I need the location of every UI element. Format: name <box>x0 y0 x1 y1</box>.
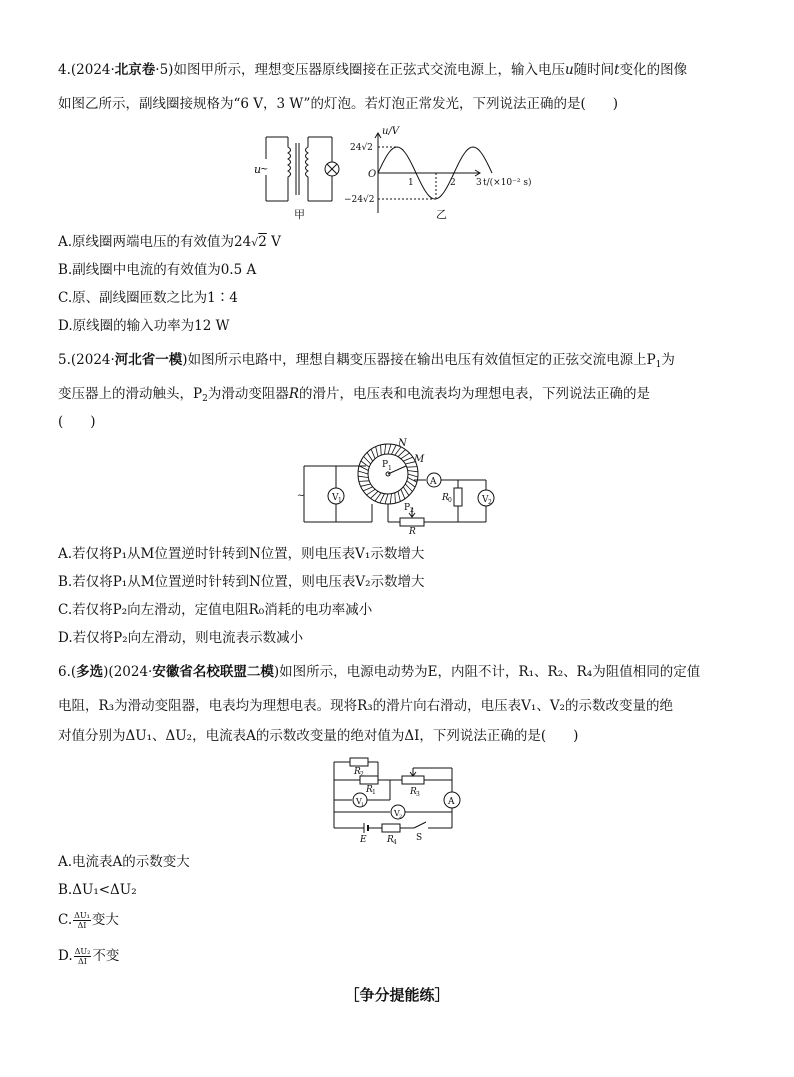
label-v2-sub: 2 <box>399 814 403 820</box>
toroid-winding <box>381 445 382 455</box>
q6-option-a[interactable]: A.电流表A的示数变大 <box>58 854 190 870</box>
q6-stem-line3: 对值分别为ΔU₁、ΔU₂，电流表A的示数改变量的绝对值为ΔI，下列说法正确的是( ) <box>58 728 579 744</box>
toroid-winding <box>392 445 397 454</box>
toroid-winding <box>403 457 413 461</box>
tick-1: 1 <box>408 178 414 188</box>
label-r1: R <box>366 785 373 795</box>
toroid-winding <box>390 494 391 504</box>
label-ammeter: A <box>430 477 437 487</box>
label-r4-sub: 4 <box>393 839 397 844</box>
label-v1-sub: 1 <box>338 497 342 504</box>
label-v2: V <box>482 495 489 505</box>
toroid-winding <box>371 491 379 498</box>
label-p1-sub: 1 <box>388 465 392 472</box>
q5-stem-line3: ( ) <box>58 414 96 430</box>
toroid-winding <box>361 484 371 486</box>
x-axis-label: t/(×10⁻² s) <box>483 178 532 188</box>
toroid-winding <box>358 476 368 477</box>
q6-figure <box>330 752 464 844</box>
label-r1-sub: 1 <box>372 789 376 796</box>
toroid-winding <box>408 471 418 472</box>
label-n: N <box>398 438 407 449</box>
label-v1-sub: 1 <box>361 802 365 808</box>
label-r: R <box>409 527 416 536</box>
q4-stem-line2: 如图乙所示，副线圈接规格为“6 V，3 W”的灯泡。若灯泡正常发光，下列说法正确的是( ) <box>58 96 618 112</box>
q4-stem-line1: 4.(2024·北京卷·5)如图甲所示，理想变压器原线圈接在正弦式交流电源上，输入电压u随时间t变化的图像 <box>58 62 688 78</box>
toroid-winding <box>408 474 418 477</box>
toroid-winding <box>407 481 415 487</box>
section-title: ［争分提能练］ <box>344 986 450 1004</box>
toroid-winding <box>405 484 412 492</box>
label-source: ~ <box>297 491 305 501</box>
label-r4: R <box>387 835 394 844</box>
toroid-winding <box>385 494 388 504</box>
label-v1: V <box>356 797 362 806</box>
label-r0-sub: 0 <box>448 497 452 504</box>
q5-option-d[interactable]: D.若仅将P₂向左滑动，则电流表示数减小 <box>58 630 304 646</box>
toroid-winding <box>358 471 368 474</box>
toroid-winding <box>359 466 368 471</box>
q6-option-d[interactable]: D. $\frac{\text{ΔU₂}}{\Delta I}$ 不变 <box>58 947 120 966</box>
transformer-circuit <box>266 137 339 201</box>
q6-stem-line1: 6.(多选)(2024·安徽省名校联盟二模)如图所示，电源电动势为E，内阻不计，R₁、R₂、R₄为阻值相同的定值 <box>58 664 701 680</box>
q5-figure <box>296 436 506 536</box>
toroid-winding <box>385 444 386 454</box>
fig-jia-label: 甲 <box>294 208 305 221</box>
fig-yi-label: 乙 <box>436 208 447 221</box>
label-v2-sub: 2 <box>488 499 492 506</box>
label-r3: R <box>410 787 417 797</box>
label-s: S <box>416 833 423 843</box>
q4-option-b[interactable]: B.副线圈中电流的有效值为0.5 A <box>58 262 257 278</box>
toroid-winding <box>398 450 406 457</box>
toroid-winding <box>380 494 385 503</box>
label-v2: V <box>394 809 400 818</box>
tick-2: 2 <box>450 178 456 188</box>
q6-stem-line2: 电阻，R₃为滑动变阻器，电表均为理想电表。现将R₃的滑片向右滑动，电压表V₁、V₂的示数改变量的绝 <box>58 698 673 714</box>
q4-option-d[interactable]: D.原线圈的输入功率为12 W <box>58 318 230 334</box>
toroid-winding <box>388 444 391 454</box>
q5-stem-line1: 5.(2024·河北省一模)如图所示电路中，理想自耦变压器接在输出电压有效值恒定的正弦交流电源上$P_1$为 <box>58 352 675 370</box>
label-r2-sub: 2 <box>360 771 364 778</box>
toroid-winding <box>407 467 417 468</box>
sine-graph <box>375 133 492 213</box>
label-r3-sub: 3 <box>416 791 420 798</box>
label-p2: P <box>404 503 411 513</box>
label-e: E <box>360 835 367 844</box>
label-r0: R <box>442 493 449 503</box>
toroid-winding <box>401 489 405 499</box>
toroid-winding <box>395 493 396 503</box>
q4-option-c[interactable]: C.原、副线圈匝数之比为1∶4 <box>58 290 238 306</box>
q4-option-a[interactable]: A.原线圈两端电压的有效值为24√2 V <box>58 234 281 250</box>
label-ammeter: A <box>448 797 455 807</box>
y-max-label: 24√2 <box>350 143 373 153</box>
q6-option-c[interactable]: C. $\frac{\text{ΔU₁}}{\Delta I}$ 变大 <box>58 911 119 930</box>
toroid-winding <box>363 487 373 491</box>
label-p1: P <box>382 460 389 470</box>
label-m: M <box>414 454 425 465</box>
y-min-label: −24√2 <box>344 195 375 205</box>
toroid-winding <box>367 489 376 495</box>
toroid-winding <box>359 481 369 482</box>
q5-option-b[interactable]: B.若仅将P₁从M位置逆时针转到N位置，则电压表V₂示数增大 <box>58 574 425 590</box>
y-axis-label: u/V <box>382 126 400 137</box>
toroid-winding <box>375 493 381 501</box>
label-r2: R <box>354 767 361 777</box>
toroid-winding <box>364 457 371 465</box>
origin-label: O <box>368 169 377 180</box>
toroid-winding <box>401 453 410 459</box>
label-v1: V <box>332 493 339 503</box>
toroid-winding <box>371 449 375 459</box>
toroid-winding <box>403 487 409 496</box>
q5-option-c[interactable]: C.若仅将P₂向左滑动，定值电阻R₀消耗的电功率减小 <box>58 602 373 618</box>
q6-option-b[interactable]: B.ΔU₁<ΔU₂ <box>58 882 137 898</box>
q4-figure <box>248 125 548 225</box>
label-p2-sub: 2 <box>410 507 414 514</box>
toroid-winding <box>398 491 400 501</box>
source-u-label: u <box>254 163 262 176</box>
toroid-winding <box>376 447 378 457</box>
q5-stem-line2: 变压器上的滑动触头，$P_2$为滑动变阻器R的滑片，电压表和电流表均为理想电表，下列说法正确的是 <box>58 386 650 404</box>
q5-option-a[interactable]: A.若仅将P₁从M位置逆时针转到N位置，则电压表V₁示数增大 <box>58 546 425 562</box>
toroid-winding <box>367 453 373 462</box>
tick-3: 3 <box>476 178 482 188</box>
source-tilde: ~ <box>260 164 269 175</box>
